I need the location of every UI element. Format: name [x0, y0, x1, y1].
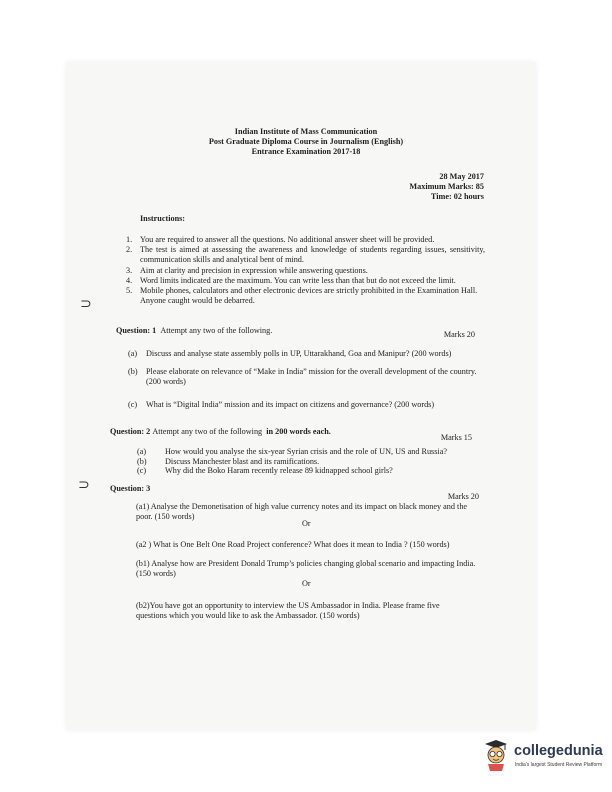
q2-b-text: Discuss Manchester blast and its ramifications. — [165, 457, 320, 466]
course-title: Post Graduate Diploma Course in Journalism (English) — [208, 137, 404, 146]
instruction-number: 4. — [126, 276, 133, 285]
q2-b-tag: (b) — [137, 457, 147, 466]
question-2-header — [110, 427, 331, 437]
institute-name: Indian Institute of Mass Communication — [234, 127, 378, 136]
instruction-number: 1. — [126, 235, 133, 244]
question-1-marks: Marks 20 — [443, 330, 475, 339]
exam-title: Entrance Examination 2017-18 — [251, 147, 361, 156]
question-3-label: Question: 3 — [110, 484, 151, 493]
question-2-prompt: Attempt any two of the following — [152, 427, 263, 436]
q3-a1-text: (a1) Analyse the Demonetisation of high value currency notes and its impact on black money and the poor. (150 words) — [136, 502, 468, 521]
q1-b-tag: (b) — [128, 367, 138, 376]
instruction-number: 3. — [126, 266, 133, 275]
q2-a-text: How would you analyse the six-year Syrian crisis and the role of UN, US and Russia? — [165, 447, 447, 456]
instruction-number: 2. — [126, 245, 133, 254]
q3-b2-text: (b2)You have got an opportunity to interview the US Ambassador in India. Please frame five questions which you would like to ask the Ambassador. (150 words) — [136, 601, 440, 620]
q2-c-tag: (c) — [137, 466, 147, 475]
watermark-name: collegedunia — [514, 743, 603, 759]
watermark-tagline: India's largest Student Review Platform — [515, 762, 603, 768]
q1-a-text: Discuss and analyse state assembly polls in UP, Uttarakhand, Goa and Manipur? (200 words) — [146, 349, 452, 358]
q1-a-tag: (a) — [128, 349, 138, 358]
question-3-marks: Marks 20 — [447, 492, 479, 501]
instruction-number: 5. — [126, 286, 133, 295]
question-2-marks: Marks 15 — [440, 433, 472, 442]
instruction-text: Mobile phones, calculators and other electronic devices are strictly prohibited in the Examination Hall. Anyone caught would be debarred. — [140, 286, 478, 305]
q2-c-text: Why did the Boko Haram recently release 89 kidnapped school girls? — [165, 466, 393, 475]
q1-c-text: What is “Digital India” mission and its impact on citizens and governance? (200 words) — [146, 400, 435, 409]
question-2-prompt-bold: in 200 words each. — [266, 427, 331, 436]
instruction-text: The test is aimed at assessing the awareness and knowledge of students regarding issues, sensitivity, communication skills and analytical bent of mind. — [140, 245, 485, 264]
question-2-label: Question: 2 — [110, 427, 151, 436]
instructions-heading: Instructions: — [140, 214, 186, 223]
question-1-label: Question: 1 — [116, 326, 157, 335]
collegedunia-mascot-icon — [482, 740, 510, 772]
question-1-prompt: Attempt any two of the following. — [160, 326, 273, 335]
q2-a-tag: (a) — [137, 447, 147, 456]
scanned-page — [66, 62, 536, 730]
question-1-header — [116, 326, 272, 336]
q3-a2-text: (a2 ) What is One Belt One Road Project conference? What does it mean to India ? (150 words) — [136, 540, 450, 549]
q1-b-text: Please elaborate on relevance of “Make in India” mission for the overall development of the country. (200 words) — [146, 367, 477, 386]
exam-date: 28 May 2017 — [439, 172, 484, 181]
q3-or-1: Or — [302, 519, 311, 528]
q3-or-2: Or — [302, 579, 311, 588]
instruction-text: Aim at clarity and precision in expression while answering questions. — [140, 266, 368, 275]
instruction-text: You are required to answer all the questions. No additional answer sheet will be provided. — [140, 235, 435, 244]
instruction-text: Word limits indicated are the maximum. You can write less than that but do not exceed the limit. — [140, 276, 456, 285]
q3-b1-text: (b1) Analyse how are President Donald Trump’s policies changing global scenario and impacting India. (150 words) — [136, 559, 476, 578]
q1-c-tag: (c) — [128, 400, 138, 409]
max-marks: Maximum Marks: 85 — [409, 182, 484, 191]
punch-hole-mark: ⊃ — [80, 296, 92, 312]
punch-hole-mark: ⊃ — [78, 477, 90, 493]
exam-time: Time: 02 hours — [430, 192, 484, 201]
